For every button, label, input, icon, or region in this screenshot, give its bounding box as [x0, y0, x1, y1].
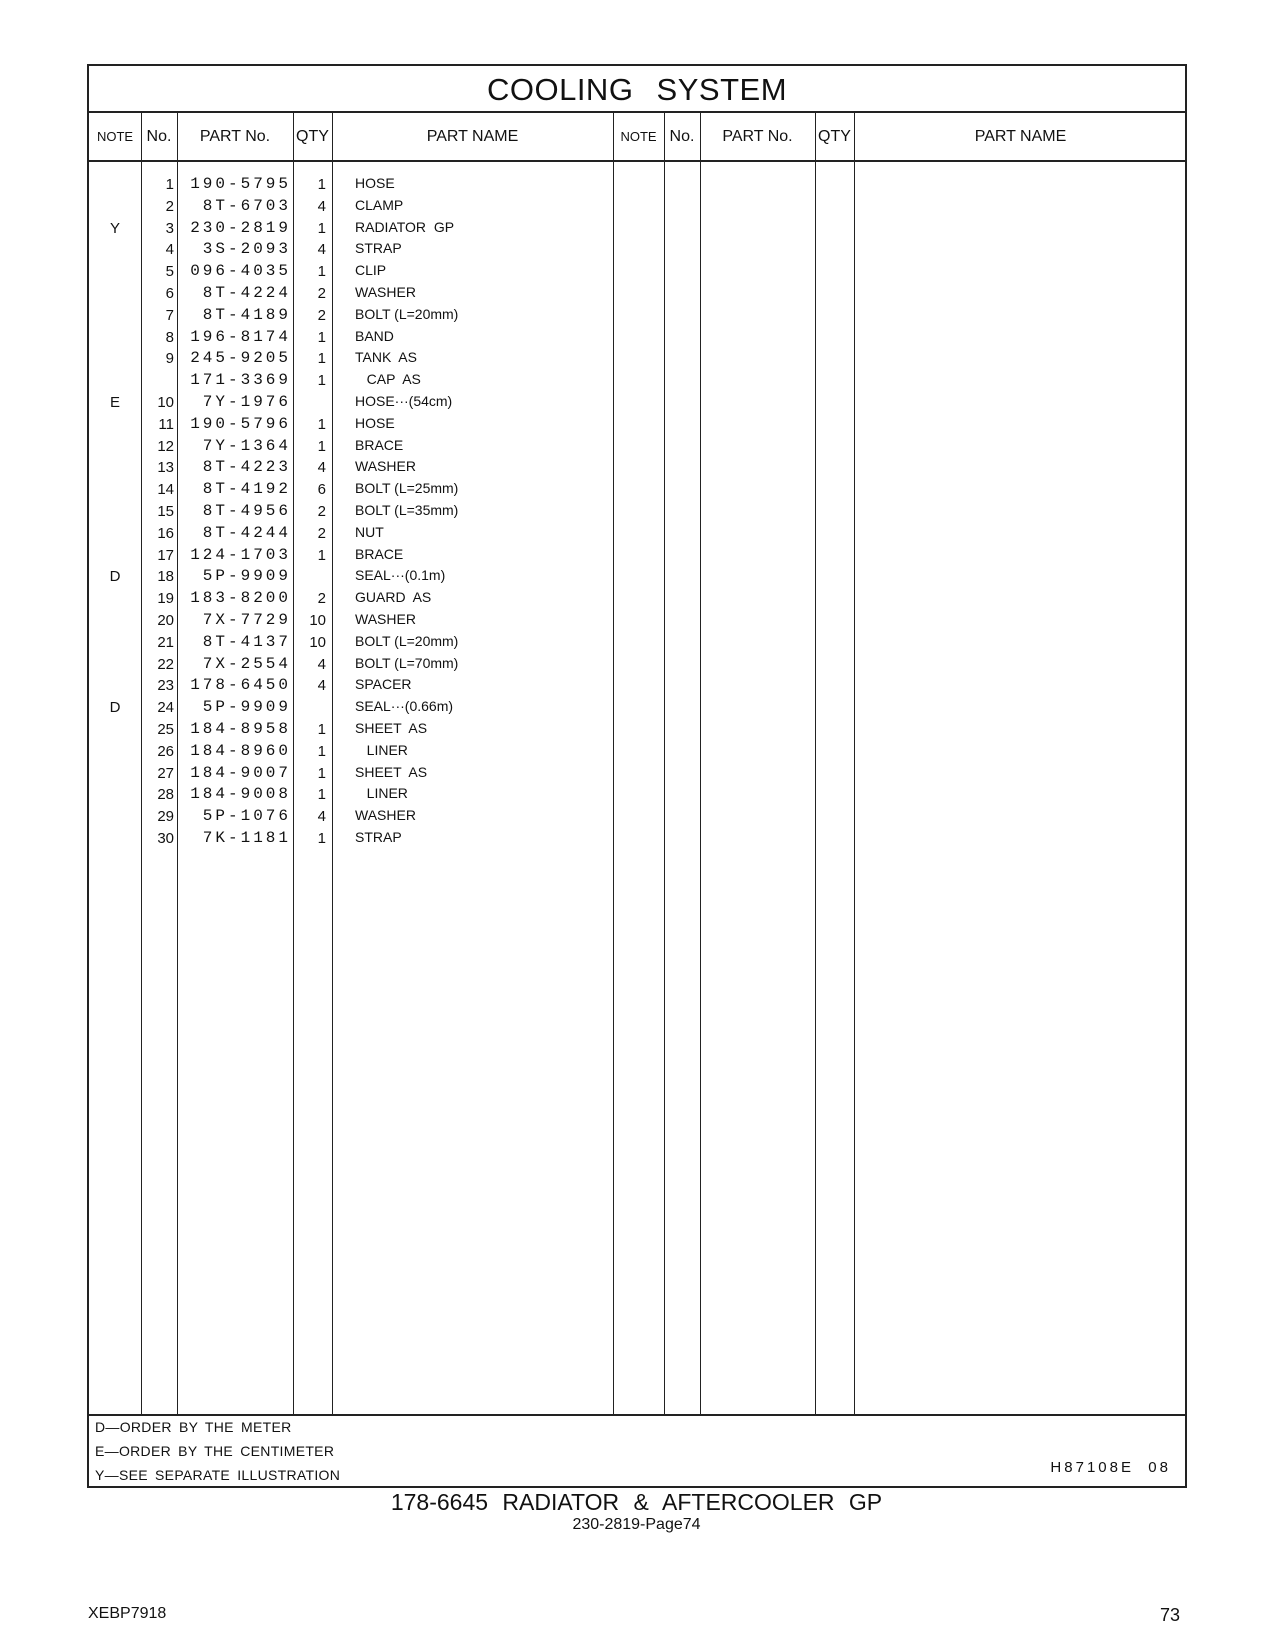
- row-number: 12: [157, 437, 174, 455]
- row-number: 8: [165, 328, 174, 346]
- row-part-number: 184-9008: [190, 785, 291, 804]
- row-qty: 1: [317, 263, 326, 281]
- row-qty: 10: [309, 612, 326, 629]
- row-part-name: STRAP: [355, 240, 402, 257]
- row-number: 29: [157, 808, 174, 826]
- header-note: NOTE: [96, 129, 134, 144]
- row-part-number: 8T-4244: [202, 523, 291, 542]
- page-number: 73: [1160, 1605, 1181, 1625]
- table-row: [89, 827, 1185, 850]
- row-qty: 4: [317, 459, 326, 477]
- row-number: 7: [165, 306, 174, 324]
- table-row: [89, 304, 1185, 327]
- row-part-number: 7X-7729: [202, 611, 291, 629]
- row-part-name: SPACER: [355, 676, 412, 693]
- row-qty: 1: [317, 721, 326, 738]
- table-row: [89, 631, 1185, 654]
- row-part-number: 8T-6703: [202, 196, 291, 215]
- table-row: [89, 696, 1185, 719]
- row-number: 2: [165, 197, 174, 215]
- row-qty: 2: [317, 524, 326, 542]
- header-part-no: PART No.: [199, 128, 271, 145]
- row-qty: 1: [317, 219, 326, 237]
- row-part-name: TANK AS: [355, 349, 417, 366]
- row-part-name: SHEET AS: [355, 763, 428, 780]
- row-part-name: SEAL···(0.1m): [355, 567, 446, 584]
- row-qty: 4: [317, 655, 326, 673]
- table-row: [89, 456, 1185, 479]
- row-number: 13: [157, 459, 174, 477]
- row-part-name: CAP AS: [355, 371, 421, 388]
- row-part-name: NUT: [355, 523, 384, 540]
- table-row: [89, 609, 1185, 632]
- table-row: [89, 282, 1185, 305]
- row-part-number: 5P-9909: [202, 698, 291, 717]
- parts-list-frame: [87, 64, 1187, 1488]
- illustration-code: H87108E 08: [1050, 1459, 1171, 1476]
- row-part-name: HOSE···(54cm): [355, 393, 453, 409]
- row-qty: 2: [317, 503, 326, 520]
- row-qty: 10: [309, 633, 326, 651]
- legend-d: D—ORDER BY THE METER: [95, 1419, 292, 1435]
- row-number: 28: [157, 786, 174, 804]
- row-number: 9: [165, 350, 174, 368]
- header-divider: [89, 160, 1185, 162]
- row-part-name: LINER: [355, 741, 408, 758]
- table-row: [89, 435, 1185, 458]
- group-title: 178-6645 RADIATOR & AFTERCOOLER GP: [390, 1489, 883, 1515]
- header-qty-right: QTY: [818, 128, 851, 145]
- table-row: [89, 653, 1185, 676]
- header-note-right: NOTE: [620, 129, 657, 144]
- row-part-number: 190-5796: [190, 414, 291, 433]
- table-row: [89, 238, 1185, 261]
- row-number: 4: [165, 241, 174, 259]
- row-qty: 1: [317, 350, 326, 368]
- table-row: [89, 544, 1185, 567]
- row-qty: 4: [317, 677, 326, 695]
- document-id: XEBP7918: [88, 1605, 167, 1622]
- row-qty: 1: [317, 786, 326, 804]
- row-part-name: CLAMP: [355, 196, 404, 213]
- row-qty: 1: [317, 415, 326, 433]
- row-qty: 1: [317, 372, 326, 390]
- table-row: [89, 783, 1185, 806]
- row-part-name: WASHER: [355, 611, 416, 627]
- table-row: [89, 587, 1185, 610]
- row-number: 15: [157, 503, 174, 520]
- table-row: [89, 718, 1185, 741]
- row-number: 19: [157, 590, 174, 608]
- row-number: 17: [157, 546, 174, 564]
- row-part-name: LINER: [355, 785, 408, 802]
- table-row: [89, 347, 1185, 370]
- row-part-number: 7Y-1364: [202, 436, 291, 455]
- row-part-number: 245-9205: [190, 349, 291, 368]
- row-part-name: BRACE: [355, 545, 404, 562]
- row-number: 1: [165, 176, 174, 193]
- header-part-name: PART NAME: [426, 128, 519, 145]
- row-qty: 6: [317, 481, 326, 499]
- row-qty: 1: [317, 546, 326, 564]
- row-part-number: 183-8200: [190, 589, 291, 608]
- row-number: 30: [157, 830, 174, 847]
- row-number: 16: [157, 524, 174, 542]
- row-part-number: 184-9007: [190, 763, 291, 782]
- row-number: 10: [157, 394, 174, 411]
- row-part-number: 184-8960: [190, 741, 291, 760]
- row-number: 25: [157, 721, 174, 738]
- row-qty: 1: [317, 742, 326, 760]
- group-subtitle: 230-2819-Page74: [572, 1516, 701, 1533]
- row-part-name: WASHER: [355, 807, 416, 824]
- row-qty: 1: [317, 437, 326, 455]
- section-title: COOLING SYSTEM: [89, 66, 1185, 113]
- row-qty: 4: [317, 241, 326, 259]
- table-row: [89, 369, 1185, 392]
- row-part-name: WASHER: [355, 284, 416, 300]
- row-part-name: BOLT (L=35mm): [355, 502, 459, 518]
- row-note: D: [109, 699, 121, 717]
- row-qty: 1: [317, 830, 326, 847]
- table-row: [89, 260, 1185, 283]
- row-part-name: BOLT (L=25mm): [355, 480, 459, 497]
- row-part-name: SEAL···(0.66m): [355, 698, 454, 715]
- table-row: [89, 217, 1185, 240]
- table-row: [89, 565, 1185, 588]
- row-part-number: 3S-2093: [202, 240, 291, 259]
- row-part-name: HOSE: [355, 414, 395, 431]
- table-row: [89, 326, 1185, 349]
- header-no: No.: [146, 128, 172, 145]
- row-number: 24: [157, 699, 174, 717]
- row-number: 6: [165, 285, 174, 302]
- row-part-name: GUARD AS: [355, 589, 432, 606]
- row-qty: 2: [317, 306, 326, 324]
- row-part-number: 190-5795: [190, 175, 291, 193]
- row-part-number: 8T-4137: [202, 632, 291, 651]
- table-row: [89, 740, 1185, 763]
- row-part-number: 7X-2554: [202, 654, 291, 673]
- row-part-name: BAND: [355, 327, 394, 344]
- row-part-number: 230-2819: [190, 218, 291, 237]
- row-part-name: BOLT (L=20mm): [355, 632, 459, 649]
- row-part-number: 5P-1076: [202, 807, 291, 826]
- row-part-name: SHEET AS: [355, 720, 428, 736]
- row-part-number: 8T-4956: [202, 502, 291, 520]
- table-row: [89, 195, 1185, 218]
- row-qty: 2: [317, 285, 326, 302]
- row-part-name: BOLT (L=20mm): [355, 305, 459, 322]
- row-number: 26: [157, 742, 174, 760]
- table-row: [89, 805, 1185, 828]
- row-part-number: 178-6450: [190, 676, 291, 695]
- table-row: [89, 500, 1185, 523]
- table-row: [89, 391, 1185, 414]
- row-note: E: [109, 394, 120, 411]
- row-number: 5: [165, 263, 174, 281]
- row-number: 20: [157, 612, 174, 629]
- header-part-name-right: PART NAME: [974, 128, 1067, 145]
- row-part-number: 7K-1181: [202, 829, 291, 847]
- table-row: [89, 762, 1185, 785]
- row-part-number: 8T-4223: [202, 458, 291, 477]
- row-number: 18: [157, 568, 174, 586]
- row-qty: 1: [317, 176, 326, 193]
- row-part-name: BRACE: [355, 436, 404, 453]
- row-part-number: 8T-4224: [202, 284, 291, 302]
- row-part-number: 184-8958: [190, 720, 291, 738]
- header-part-no-right: PART No.: [722, 128, 793, 145]
- row-part-name: STRAP: [355, 829, 402, 845]
- row-number: 22: [157, 655, 174, 673]
- row-number: 27: [157, 764, 174, 782]
- row-part-number: 196-8174: [190, 327, 291, 346]
- header-qty: QTY: [296, 128, 329, 145]
- row-qty: 1: [317, 764, 326, 782]
- row-number: 11: [158, 415, 174, 433]
- row-part-name: CLIP: [355, 262, 387, 279]
- row-note: D: [109, 568, 121, 586]
- header-no-right: No.: [669, 128, 695, 145]
- legend-y: Y—SEE SEPARATE ILLUSTRATION: [95, 1467, 341, 1483]
- table-row: [89, 478, 1185, 501]
- row-part-name: BOLT (L=70mm): [355, 654, 459, 671]
- row-part-number: 171-3369: [190, 371, 291, 390]
- row-qty: 1: [317, 328, 326, 346]
- table-row: [89, 674, 1185, 697]
- row-number: 21: [157, 633, 174, 651]
- row-part-number: 8T-4189: [202, 305, 291, 324]
- row-part-name: RADIATOR GP: [355, 218, 455, 235]
- row-part-name: WASHER: [355, 458, 416, 475]
- row-part-number: 096-4035: [190, 262, 291, 281]
- legend-e: E—ORDER BY THE CENTIMETER: [95, 1443, 335, 1459]
- table-row: [89, 413, 1185, 436]
- row-part-number: 7Y-1976: [202, 393, 291, 411]
- table-row: [89, 173, 1185, 196]
- row-note: Y: [109, 219, 120, 237]
- row-qty: 4: [317, 808, 326, 826]
- row-number: 23: [157, 677, 174, 695]
- row-number: 3: [165, 219, 174, 237]
- row-part-number: 8T-4192: [202, 480, 291, 499]
- row-part-number: 124-1703: [190, 545, 291, 564]
- row-qty: 4: [317, 197, 326, 215]
- table-bottom-divider: [89, 1414, 1185, 1416]
- row-part-number: 5P-9909: [202, 567, 291, 586]
- table-row: [89, 522, 1185, 545]
- row-part-name: HOSE: [355, 175, 395, 191]
- row-number: 14: [157, 481, 174, 499]
- row-qty: 2: [317, 590, 326, 608]
